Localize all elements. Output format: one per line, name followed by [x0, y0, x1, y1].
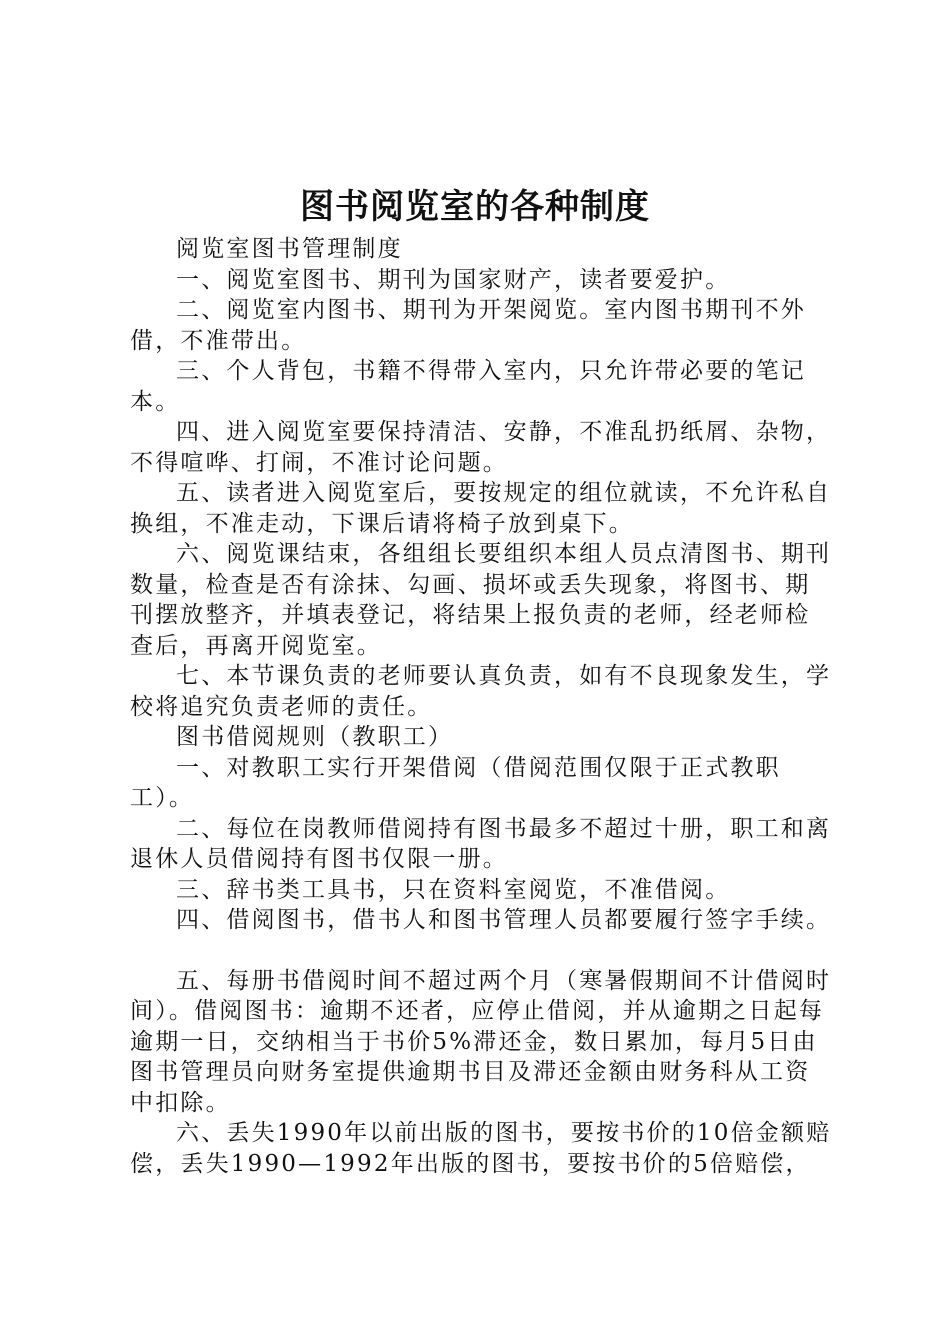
rule-paragraph: 二、每位在岗教师借阅持有图书最多不超过十册，职工和离退休人员借阅持有图书仅限一册。: [130, 815, 832, 872]
rule-paragraph: 三、个人背包，书籍不得带入室内，只允许带必要的笔记本。: [130, 358, 806, 415]
rule-paragraph: 六、丢失1990年以前出版的图书，要按书价的10倍金额赔偿，丢失1990—1992年出版的图书，要按书价的5倍赔偿，: [130, 1120, 832, 1177]
rule-paragraph: 三、辞书类工具书，只在资料室阅览，不准借阅。: [176, 876, 731, 903]
rule-paragraph: 五、每册书借阅时间不超过两个月（寒暑假期间不计借阅时间）。借阅图书：逾期不还者，应停止借阅，并从逾期之日起每逾期一日，交纳相当于书价5%滞还金，数日累加，每月5日由图书管理员向财务室提供逾期书目及滞还金额由财务科从工资中扣除。: [130, 967, 832, 1116]
rule-paragraph: 四、进入阅览室要保持清洁、安静，不准乱扔纸屑、杂物，不得喧哗、打闹，不准讨论问题。: [130, 419, 832, 476]
section-heading-borrowing: 图书借阅规则（教职工）: [176, 724, 454, 750]
section-heading-reading-room: 阅览室图书管理制度: [176, 236, 403, 262]
rule-paragraph: 二、阅览室内图书、期刊为开架阅览。室内图书期刊不外借，不准带出。: [130, 297, 806, 354]
document-title: 图书阅览室的各种制度: [300, 187, 650, 227]
rule-paragraph: 四、借阅图书，借书人和图书管理人员都要履行签字手续。: [176, 907, 832, 933]
rule-paragraph: 五、读者进入阅览室后，要按规定的组位就读，不允许私自换组，不准走动，下课后请将椅子放到桌下。: [130, 480, 832, 537]
document-body: [130, 234, 832, 1179]
rule-paragraph: 六、阅览课结束，各组组长要组织本组人员点清图书、期刊数量，检查是否有涂抹、勾画、损坏或丢失现象，将图书、期刊摆放整齐，并填表登记，将结果上报负责的老师，经老师检查后，再离开阅览室。: [130, 541, 832, 659]
rule-paragraph: 七、本节课负责的老师要认真负责，如有不良现象发生，学校将追究负责老师的责任。: [130, 663, 832, 720]
rule-paragraph: 一、阅览室图书、期刊为国家财产，读者要爱护。: [176, 266, 731, 293]
rule-paragraph: 一、对教职工实行开架借阅（借阅范围仅限于正式教职工）。: [130, 754, 781, 811]
